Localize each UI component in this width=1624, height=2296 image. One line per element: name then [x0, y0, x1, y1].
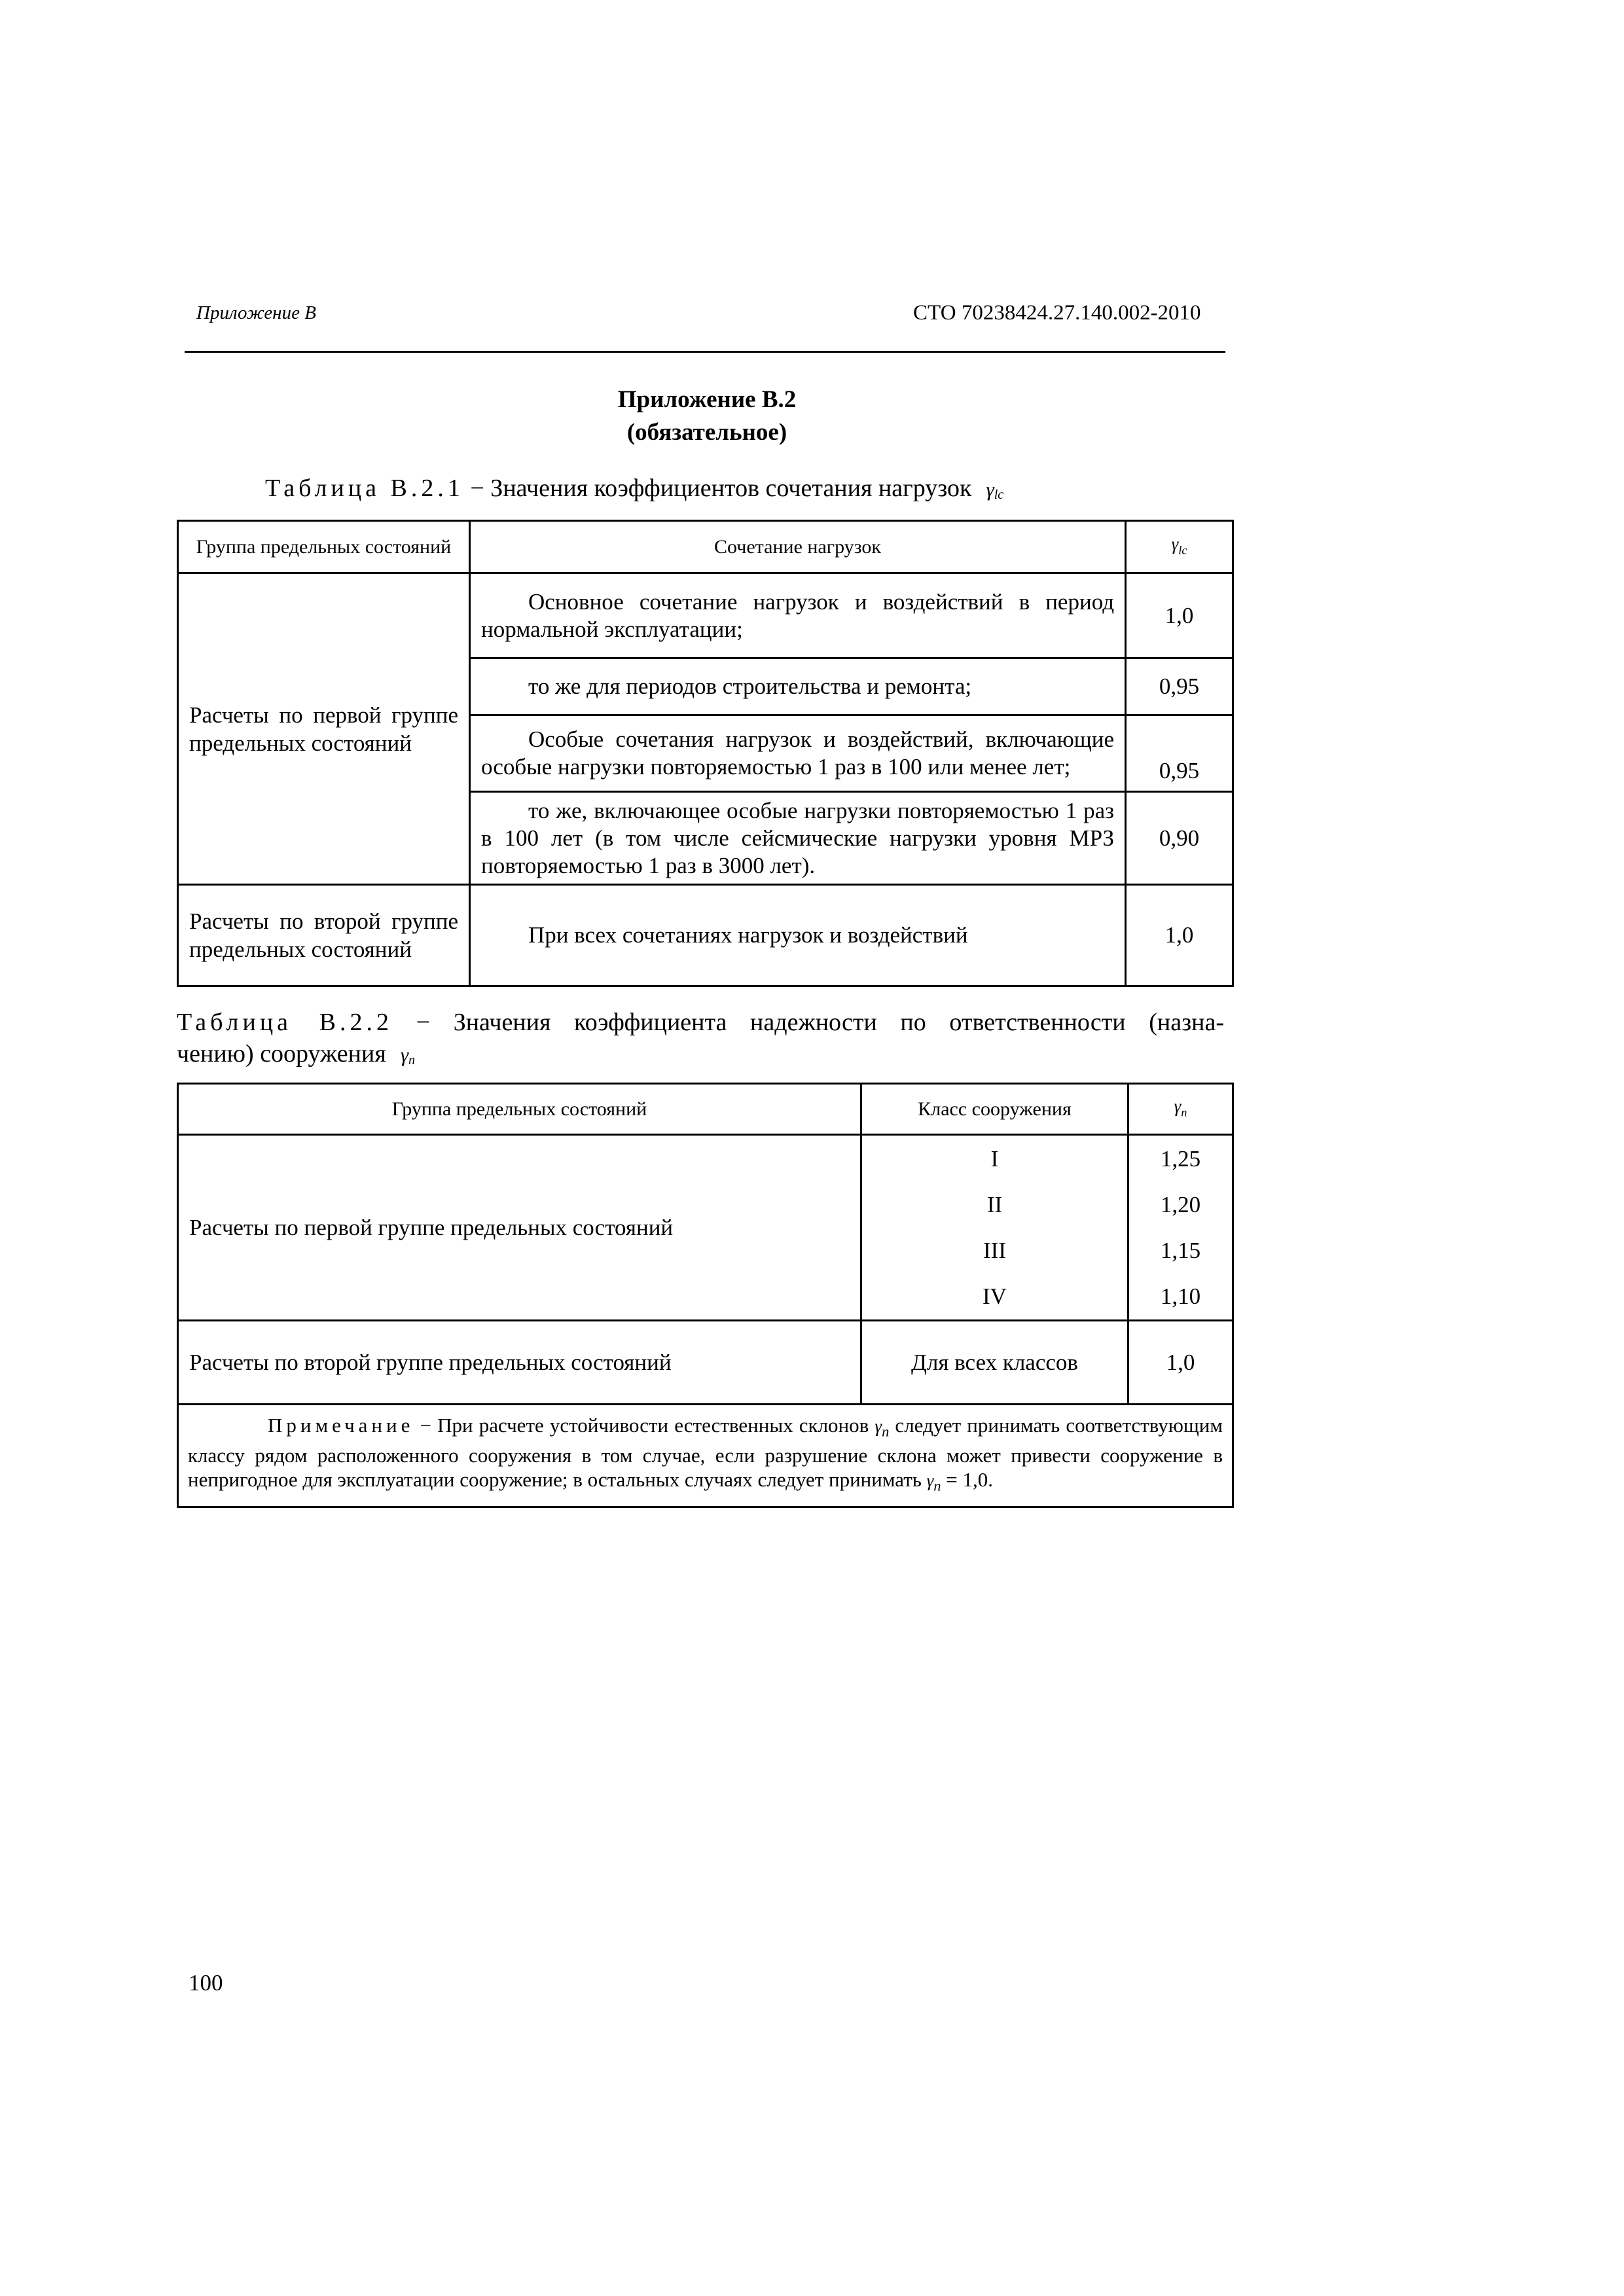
class-item: IV: [983, 1283, 1007, 1309]
page-number: 100: [189, 1970, 223, 1996]
column-header-group: Группа предельных состояний: [178, 521, 470, 573]
coefficient-cell: 0,90: [1126, 792, 1233, 885]
column-header-gamma: $\gamma_n$: [1128, 1084, 1233, 1135]
class-cell: Для всех классов: [861, 1321, 1128, 1405]
combination-cell: то же для периодов строительства и ремонта;: [470, 658, 1126, 715]
coefficient-cell: 1,0: [1128, 1321, 1233, 1405]
table2-caption-text: − Значения коэффициента надежности по ответственности (назна-: [393, 1009, 1224, 1036]
class-item: III: [983, 1237, 1006, 1263]
group-first-limit-states: Расчеты по первой группе предельных состояний: [178, 573, 470, 885]
coefficient-item: 1,20: [1160, 1191, 1201, 1217]
class-list: [861, 1135, 1128, 1321]
table1-caption: [265, 473, 1003, 511]
table-header-row: [178, 1084, 1233, 1135]
coefficient-cell: 0,95: [1126, 658, 1233, 715]
combination-cell: то же, включающее особые нагрузки повторяемостью 1 раз в 100 лет (в том числе сейсмические нагрузки уровня МРЗ повторяемостью 1 раз в 3000 лет).: [470, 792, 1126, 885]
table2-caption-line1: [177, 1007, 1224, 1038]
table2-reliability-coefficients: [177, 1083, 1234, 1508]
note-symbol: $\gamma_n$: [875, 1416, 890, 1440]
coefficient-item: 1,15: [1160, 1237, 1201, 1263]
note-row: [178, 1405, 1233, 1507]
column-header-class: Класс сооружения: [861, 1084, 1128, 1135]
table-row: [178, 573, 1233, 658]
group-second-limit-states: Расчеты по второй группе предельных состояний: [178, 1321, 861, 1405]
note-symbol: $\gamma_n$: [926, 1471, 941, 1494]
column-header-gamma: $\gamma_{lc}$: [1126, 521, 1233, 573]
table-row: [178, 1321, 1233, 1405]
class-item: II: [986, 1191, 1003, 1217]
table1-caption-symbol: $\gamma_{lc}$: [986, 478, 1004, 502]
coefficient-item: 1,10: [1160, 1283, 1201, 1309]
coefficient-cell: 1,0: [1126, 573, 1233, 658]
value-list: [1128, 1135, 1233, 1321]
table2-caption-line2: чению) сооружения $\gamma_n$: [177, 1040, 416, 1067]
coefficient-item: 1,25: [1160, 1145, 1201, 1172]
combination-cell: Основное сочетание нагрузок и воздействий в период нормальной эксплуатации;: [470, 573, 1126, 658]
coefficient-cell: 0,95: [1126, 715, 1233, 792]
coefficient-cell: 1,0: [1126, 885, 1233, 986]
table1-caption-text: − Значения коэффициентов сочетания нагрузок: [463, 475, 972, 502]
column-header-combination: Сочетание нагрузок: [470, 521, 1126, 573]
table1-load-combination-coefficients: [177, 520, 1234, 987]
appendix-heading: [0, 384, 1414, 449]
appendix-title: Приложение В.2: [617, 386, 797, 413]
combination-cell: Особые сочетания нагрузок и воздействий, включающие особые нагрузки повторяемостью 1 раз в 100 или менее лет;: [470, 715, 1126, 792]
running-header-section: Приложение В: [196, 302, 316, 323]
table2-caption-symbol: $\gamma_n$: [400, 1043, 416, 1067]
table-row: [178, 1135, 1233, 1321]
class-item: I: [990, 1145, 999, 1172]
running-header-doc-code: СТО 70238424.27.140.002-2010: [913, 301, 1201, 325]
appendix-subtitle: (обязательное): [626, 419, 787, 446]
table-header-row: [178, 521, 1233, 573]
table-note: Примечание − При расчете устойчивости естественных склонов $\gamma_n$ следует принимать соответствующим классу рядом расположенного сооружения в том случае, если разрушение склона может привести сооружение в непригодное для эксплуатации сооружение; в остальных случаях следует принимать $\gamma_n = 1,0$.: [178, 1405, 1233, 1507]
combination-cell: При всех сочетаниях нагрузок и воздействий: [470, 885, 1126, 986]
table-row: [178, 885, 1233, 986]
group-first-limit-states: Расчеты по первой группе предельных состояний: [178, 1135, 861, 1321]
column-header-group: Группа предельных состояний: [178, 1084, 861, 1135]
note-label: Примечание: [268, 1414, 414, 1437]
group-second-limit-states: Расчеты по второй группе предельных состояний: [178, 885, 470, 986]
header-rule: [185, 351, 1225, 353]
table2-caption-label: Таблица В.2.2: [177, 1009, 393, 1036]
table1-caption-label: Таблица В.2.1: [265, 475, 464, 502]
